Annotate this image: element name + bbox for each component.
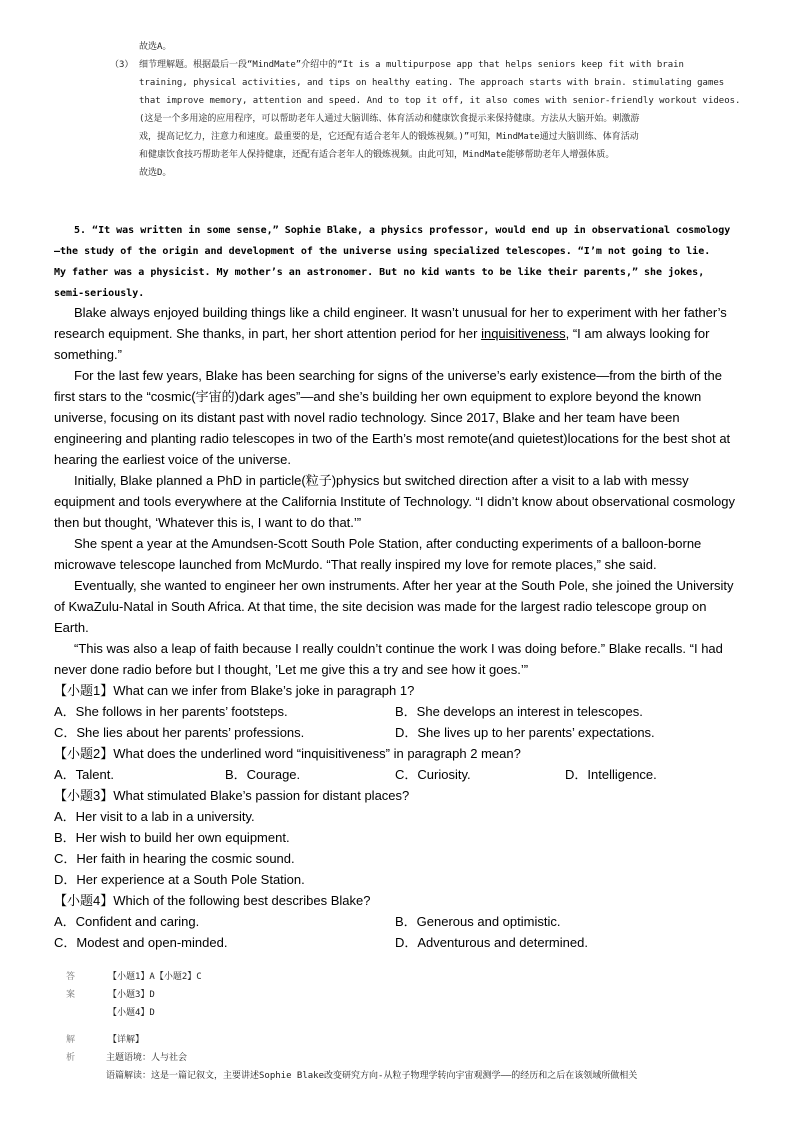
options-row	[54, 722, 744, 743]
question-5-intro	[54, 220, 746, 304]
option-c: C．Modest and open-minded.	[54, 935, 228, 950]
options-row	[54, 764, 744, 785]
options-row	[54, 911, 744, 932]
intro-line: 5. “It was written in some sense,” Sophie Blake, a physics professor, would end up in observational cosmology	[74, 225, 731, 236]
question-3-stem: 【小题3】What stimulated Blake’s passion for distant places?	[54, 788, 410, 803]
explanation-line: 细节理解题。根据最后一段“MindMate”介绍中的“It is a multipurpose app that helps seniors keep fit with brain	[139, 60, 684, 70]
option-a: A．Confident and caring.	[54, 914, 200, 929]
option-a: A．Talent.	[54, 767, 114, 782]
intro-line: semi-seriously.	[54, 288, 145, 299]
paragraph-text: Blake always enjoyed building things like a child engineer. It wasn’t unusual for her to experiment with her father’s research equipment. She thanks, in part, her short attention period for her	[54, 305, 727, 341]
explanation-line: 故选A。	[139, 42, 172, 52]
option-d: D．Her experience at a South Pole Station.	[54, 872, 305, 887]
explanation-line: training, physical activities, and tips on healthy eating. The approach starts with brain. stimulating games	[139, 78, 725, 88]
explanation-line: 和健康饮食技巧帮助老年人保持健康，还配有适合老年人的锻炼视频。由此可知，MindMate能够帮助老年人增强体质。	[139, 150, 615, 160]
paragraph-5: She spent a year at the Amundsen-Scott South Pole Station, after conducting experiments of a balloon-borne microwave telescope launched from McMurdo. “That really inspired my love for remote places,” she said.	[54, 536, 702, 572]
explanation-line: 故选D。	[139, 168, 172, 178]
item-number: （3）	[110, 60, 134, 70]
explanation-line: 戏，提高记忆力，注意力和速度。最重要的是，它还配有适合老年人的锻炼视频。)”可知，MindMate通过大脑训练、体育活动	[139, 132, 639, 142]
underlined-word: inquisitiveness	[481, 326, 566, 341]
analysis-label: 解析	[66, 1035, 76, 1063]
option-b: B．Her wish to build her own equipment.	[54, 830, 290, 845]
analysis-line: 【详解】	[108, 1035, 145, 1045]
option-a: A．Her visit to a lab in a university.	[54, 809, 255, 824]
question-1-stem: 【小题1】What can we infer from Blake’s joke in paragraph 1?	[54, 683, 415, 698]
analysis-line: 语篇解读：这是一篇记叙文，主要讲述Sophie Blake改变研究方向-从粒子物理学转向宇宙观测学——的经历和之后在该领域所做相关	[106, 1071, 638, 1081]
intro-line: —the study of the origin and development of the universe using specialized telescopes. “I’m not going to lie.	[54, 246, 711, 257]
option-c: C．Her faith in hearing the cosmic sound.	[54, 851, 295, 866]
option-b: B．Generous and optimistic.	[395, 914, 561, 929]
option-d: D．Adventurous and determined.	[395, 935, 588, 950]
passage-and-questions	[54, 302, 744, 953]
question-4-stem: 【小题4】Which of the following best describes Blake?	[54, 893, 371, 908]
answer-line: 【小题1】A【小题2】C	[108, 972, 202, 982]
question-2-stem: 【小题2】What does the underlined word “inquisitiveness” in paragraph 2 mean?	[54, 746, 521, 761]
option-a: A．She follows in her parents’ footsteps.	[54, 704, 288, 719]
explanation-line: that improve memory, attention and speed. And to top it off, it also comes with senior-friendly workout videos.	[139, 96, 741, 106]
paragraph-2	[54, 302, 744, 365]
answer-line: 【小题3】D	[108, 990, 155, 1000]
previous-explanation	[110, 38, 770, 182]
paragraph-7: “This was also a leap of faith because I really couldn’t continue the work I was doing before.” Blake recalls. “I had never done radio before but I thought, ’Let me give this a try and see how it goes.’”	[54, 641, 723, 677]
option-b: B．Courage.	[225, 767, 301, 782]
option-d: D．Intelligence.	[565, 767, 657, 782]
answer-line: 【小题4】D	[108, 1008, 155, 1018]
option-d: D．She lives up to her parents’ expectations.	[395, 725, 655, 740]
analysis-line: 主题语境：人与社会	[106, 1053, 188, 1063]
answer-label: 答案	[66, 972, 76, 1000]
options-row	[54, 932, 744, 953]
paragraph-3: For the last few years, Blake has been searching for signs of the universe’s early existence—from the birth of the first stars to the “cosmic(宇宙的)dark ages”—and she’s building her own equipment to explore beyond the known universe, focusing on its distant past with novel radio technology. Since 2017, Blake and her team have been engineering and planting radio telescopes in two of the Earth’s most remote(and quietest)locations for the best shot at hearing the earliest voice of the universe.	[54, 368, 731, 467]
option-c: C．Curiosity.	[395, 767, 471, 782]
option-c: C．She lies about her parents’ professions.	[54, 725, 305, 740]
paragraph-text: , “I am always looking for something.”	[54, 326, 710, 362]
options-row	[54, 701, 744, 722]
paragraph-4: Initially, Blake planned a PhD in particle(粒子)physics but switched direction after a visit to a lab with messy equipment and tools everywhere at the California Institute of Technology. “I didn’t know about observational cosmology then but thought, ‘Whatever this is, I want to do that.’”	[54, 473, 735, 530]
explanation-line: (这是一个多用途的应用程序，可以帮助老年人通过大脑训练、体育活动和健康饮食提示来保持健康。方法从大脑开始。刺激游	[139, 114, 640, 124]
intro-line: My father was a physicist. My mother’s an astronomer. But no kid wants to be like their parents,” she jokes,	[54, 267, 705, 278]
option-b: B．She develops an interest in telescopes.	[395, 704, 643, 719]
paragraph-6: Eventually, she wanted to engineer her own instruments. After her year at the South Pole, she joined the University of KwaZulu-Natal in South Africa. At that time, the site decision was made for the largest radio telescope group on Earth.	[54, 578, 734, 635]
